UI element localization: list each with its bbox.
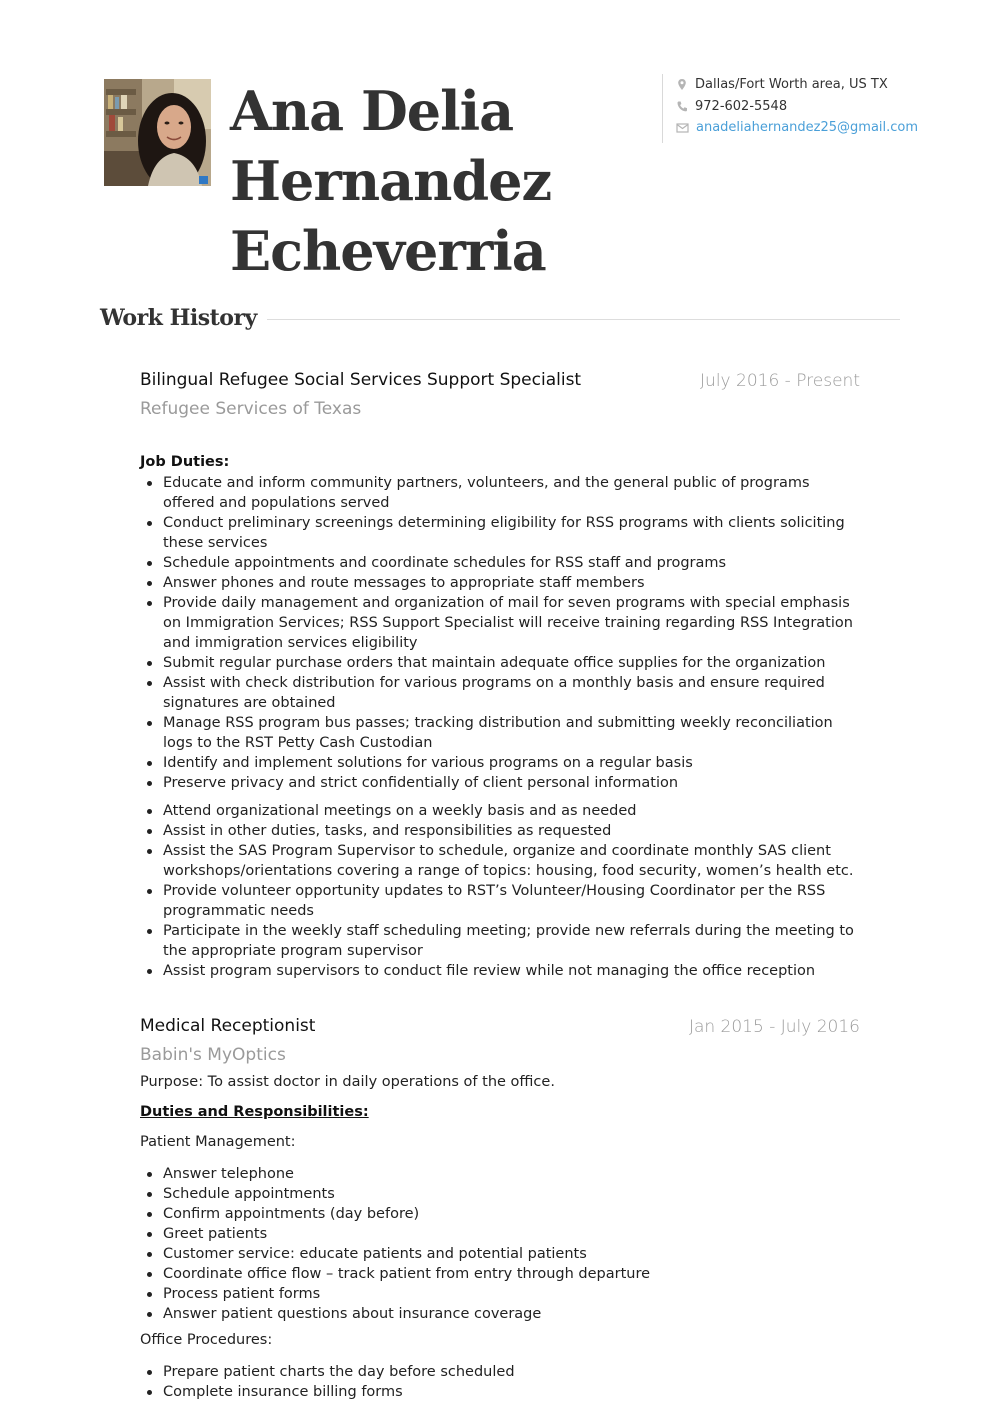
list-item: Greet patients [140,1224,856,1244]
envelope-icon [676,121,689,134]
job-entry [140,370,860,990]
contact-location [676,74,918,96]
location-pin-icon [676,78,688,91]
list-item: Process patient forms [140,1284,856,1304]
section-title: Work History [100,305,257,331]
phone-text: 972-602-5548 [695,98,788,114]
candidate-name [230,76,650,286]
patient-management-label: Patient Management: [140,1134,296,1150]
list-item: Schedule appointments and coordinate schedules for RSS staff and programs [140,553,856,573]
contact-block [662,74,918,143]
patient-management-list [140,1164,856,1324]
job-entry [140,1016,860,1410]
list-item: Submit regular purchase orders that maintain adequate office supplies for the organization [140,653,856,673]
job-company: Refugee Services of Texas [140,399,362,419]
list-item: Manage RSS program bus passes; tracking distribution and submitting weekly reconciliation logs to the RST Petty Cash Custodian [140,713,856,753]
work-history-header [100,305,900,331]
list-item: Conduct preliminary screenings determining eligibility for RSS programs with clients soliciting these services [140,513,856,553]
profile-photo-image [104,79,211,186]
list-item: Answer telephone [140,1164,856,1184]
profile-photo [104,79,211,186]
office-procedures-list [140,1362,856,1402]
location-text: Dallas/Fort Worth area, US TX [695,77,888,92]
list-item: Customer service: educate patients and potential patients [140,1244,856,1264]
phone-icon [676,100,688,113]
job-company: Babin's MyOptics [140,1045,286,1065]
list-item: Identify and implement solutions for various programs on a regular basis [140,753,856,773]
list-item: Participate in the weekly staff scheduling meeting; provide new referrals during the meeting to the appropriate program supervisor [140,921,856,961]
office-procedures-label: Office Procedures: [140,1332,273,1348]
duties-heading: Duties and Responsibilities: [140,1104,369,1120]
list-item: Prepare patient charts the day before scheduled [140,1362,856,1382]
list-item: Assist the SAS Program Supervisor to schedule, organize and coordinate monthly SAS client workshops/orientations covering a range of topics: housing, food security, women’s health etc. [140,841,856,881]
job-purpose: Purpose: To assist doctor in daily operations of the office. [140,1074,555,1090]
list-item: Provide volunteer opportunity updates to RST’s Volunteer/Housing Coordinator per the RSS programmatic needs [140,881,856,921]
list-item: Confirm appointments (day before) [140,1204,856,1224]
duties-list [140,473,856,793]
contact-email[interactable] [676,117,918,139]
list-item: Assist in other duties, tasks, and responsibilities as requested [140,821,856,841]
contact-phone [676,96,918,118]
job-title: Bilingual Refugee Social Services Support Specialist [140,370,582,390]
job-dates: Jan 2015 - July 2016 [688,1017,860,1037]
list-item: Attend organizational meetings on a weekly basis and as needed [140,801,856,821]
list-item: Answer patient questions about insurance coverage [140,1304,856,1324]
list-item: Assist with check distribution for various programs on a monthly basis and ensure required signatures are obtained [140,673,856,713]
name-line-1: Ana Delia [230,79,514,143]
list-item: Preserve privacy and strict confidentially of client personal information [140,773,856,793]
section-divider [267,319,900,320]
duties-list-continued [140,801,856,981]
duties-label: Job Duties: [140,454,230,470]
list-item: Answer phones and route messages to appropriate staff members [140,573,856,593]
job-dates: July 2016 - Present [700,371,860,391]
email-link[interactable]: anadeliahernandez25@gmail.com [696,120,919,135]
list-item: Provide daily management and organization of mail for seven programs with special emphasis on Immigration Services; RSS Support Specialist will receive training regarding RSS Integration and immigration services eligibility [140,593,856,653]
list-item: Complete insurance billing forms [140,1382,856,1402]
job-title: Medical Receptionist [140,1016,316,1036]
name-line-3: Echeverria [230,219,546,283]
list-item: Schedule appointments [140,1184,856,1204]
list-item: Coordinate office flow – track patient from entry through departure [140,1264,856,1284]
name-line-2: Hernandez [230,149,552,213]
list-item: Assist program supervisors to conduct file review while not managing the office reception [140,961,856,981]
list-item: Educate and inform community partners, volunteers, and the general public of programs offered and populations served [140,473,856,513]
